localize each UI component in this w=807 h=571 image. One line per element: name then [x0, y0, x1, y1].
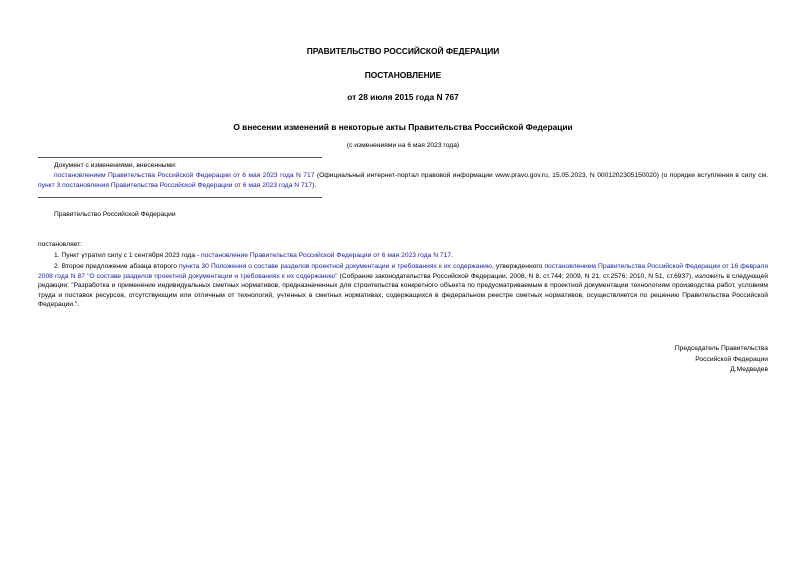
p2-text-3: (Собрание законодательства Российской Федерации, 2008, N 8, ст.744; 2009, N 21, ст.2576; 2010, N 51, ст.6937), изложить в следующей редакции: "Разработка и применение индивидуальных сметных нормативов, предназначенных для строительства конкретного объекта по предусматриваемым в проектной документации технологиям производства работ, условиям труда и поставок ресурсов, отсутствующим или отличным от технологий, учтенных в сметных нормативах, содержащихся в федеральном реестре сметных нормативов, осуществляется по решению Правительства Российской Федерации.".	[38, 272, 768, 308]
changes-intro: Документ с изменениями, внесенными:	[54, 162, 177, 169]
document-page	[38, 0, 768, 571]
revision-note: (с изменениями на 6 мая 2023 года)	[346, 142, 460, 149]
header-date-number: от 28 июля 2015 года N 767	[347, 92, 459, 102]
government-line: Правительство Российской Федерации	[54, 211, 176, 218]
changes-link-resolution-717[interactable]: постановлением Правительства Российской Федерации от 6 мая 2023 года N 717	[54, 172, 315, 179]
p1-end: .	[451, 252, 453, 259]
signature-block	[568, 344, 768, 376]
paragraph-1	[38, 251, 768, 261]
document-title: О внесении изменений в некоторые акты Правительства Российской Федерации	[233, 122, 573, 132]
changes-text-1: (Официальный интернет-портал правовой информации www.pravo.gov.ru, 15.05.2023, N 0001202305150020) (о порядке вступления в силу см.	[314, 172, 768, 179]
p2-link-point-30[interactable]: пункта 30 Положения о составе разделов проектной документации и требованиях к их содержанию	[179, 263, 492, 270]
signature-line-1: Председатель Правительства	[674, 345, 768, 352]
p2-text-2: , утвержденного	[491, 263, 545, 270]
changes-link-point-3[interactable]: пункт 3 постановления Правительства Российской Федерации от 6 мая 2023 года N 717	[38, 181, 313, 189]
p1-text: 1. Пункт утратил силу с 1 сентября 2023 года -	[54, 252, 201, 259]
changes-text-2: ).	[312, 181, 317, 189]
changes-bottom-rule	[38, 197, 322, 198]
header-doc-type: ПОСТАНОВЛЕНИЕ	[364, 70, 442, 80]
p2-link-resolution-87[interactable]: постановлением Правительства Российской Федерации от 16 февраля 2008 года N 87 "О составе разделов проектной документации и требованиях к их содержанию"	[38, 263, 769, 280]
changes-top-rule	[38, 157, 322, 158]
changes-details	[38, 171, 768, 190]
resolves-line: постановляет:	[38, 241, 83, 248]
header-org: ПРАВИТЕЛЬСТВО РОССИЙСКОЙ ФЕДЕРАЦИИ	[306, 46, 500, 56]
p2-text-1: 2. Второе предложение абзаца второго	[54, 263, 180, 270]
paragraph-2	[38, 262, 768, 310]
signature-line-2: Российской Федерации	[695, 355, 768, 363]
p1-link-resolution-717[interactable]: постановление Правительства Российской Федерации от 6 мая 2023 года N 717	[200, 252, 452, 259]
signature-line-3: Д.Медведев	[730, 366, 768, 373]
